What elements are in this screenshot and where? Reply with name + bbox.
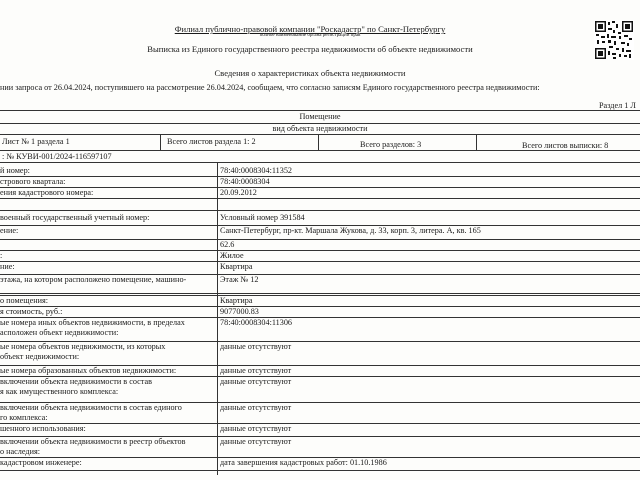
row-value: 20.09.2012 — [220, 188, 257, 197]
row-label: ые номера образованных объектов недвижимости: — [0, 366, 177, 375]
request-reference: : № КУВИ-001/2024-116597107 — [2, 152, 112, 161]
row-label: шенного использования: — [0, 424, 86, 433]
row-divider — [0, 423, 640, 424]
row-value: данные отсутствуют — [220, 424, 292, 433]
row-divider — [0, 250, 640, 251]
row-value: данные отсутствуют — [220, 437, 292, 446]
row-divider — [0, 187, 640, 188]
row-value: 78:40:0008304:11306 — [220, 318, 293, 327]
row-label: ние: — [0, 262, 15, 271]
group-divider — [0, 210, 640, 211]
row-label: включении объекта недвижимости в реестр объектов — [0, 437, 186, 446]
row-label: о помещения: — [0, 296, 49, 305]
row-divider — [0, 239, 640, 240]
sections-total: Всего разделов: 3 — [360, 140, 422, 149]
sheets-total: Всего листов выписки: 8 — [522, 141, 609, 150]
section-title: Сведения о характеристиках объекта недвижимости — [214, 68, 406, 78]
row-label: военный государственный учетный номер: — [0, 213, 150, 222]
registry-office: Филиал публично-правовой компании "Роскадастр" по Санкт-Петербургу — [174, 24, 446, 34]
row-value: Этаж № 12 — [220, 275, 259, 284]
row-divider — [0, 176, 640, 177]
row-label: й номер: — [0, 166, 30, 175]
sheet-number: Лист № 1 раздела 1 — [2, 137, 70, 146]
row-label-cont: о наследия: — [0, 447, 40, 456]
object-type: Помещение — [299, 112, 341, 121]
row-value: дата завершения кадастровых работ: 01.10.1986 — [220, 458, 387, 467]
row-value: данные отсутствуют — [220, 403, 292, 412]
row-value: Квартира — [220, 262, 253, 271]
row-label: я стоимость, руб.: — [0, 307, 63, 316]
row-value: Санкт-Петербург, пр-кт. Маршала Жукова, д. 33, корп. 3, литера. А, кв. 165 — [220, 226, 481, 235]
row-divider — [0, 295, 640, 296]
row-value: данные отсутствуют — [220, 377, 292, 386]
row-divider — [0, 470, 640, 471]
row-value: данные отсутствуют — [220, 366, 292, 375]
extract-title: Выписка из Единого государственного реестра недвижимости об объекте недвижимости — [147, 44, 473, 54]
row-label: ые номера иных объектов недвижимости, в пределах — [0, 318, 185, 327]
sheets-in-section: Всего листов раздела 1: 2 — [167, 137, 256, 146]
row-value: 9077000.83 — [220, 307, 259, 316]
row-value: данные отсутствуют — [220, 342, 292, 351]
row-value: 78:40:0008304 — [220, 177, 270, 186]
row-label: этажа, на котором расположено помещение, машино- — [0, 275, 187, 284]
row-label-cont: асположен объект недвижимости: — [0, 328, 119, 337]
row-value: Условный номер 391584 — [220, 213, 305, 222]
row-label: ые номера объектов недвижимости, из которых — [0, 342, 166, 351]
row-label: ение: — [0, 226, 19, 235]
registry-office-caption: полное наименование органа регистрации прав — [259, 33, 361, 38]
group-divider — [0, 293, 640, 294]
row-label-cont: я как имущественного комплекса: — [0, 387, 119, 396]
row-value: 78:40:0008304:11352 — [220, 166, 293, 175]
object-type-caption: вид объекта недвижимости — [272, 124, 368, 133]
row-label: кадастровом инженере: — [0, 458, 82, 467]
row-divider — [0, 261, 640, 262]
row-value: Жилое — [220, 251, 244, 260]
row-value: Квартира — [220, 296, 253, 305]
qr-code-icon — [594, 20, 634, 60]
row-label: : — [0, 251, 3, 260]
row-label: ения кадастрового номера: — [0, 188, 94, 197]
row-label-cont: объект недвижимости: — [0, 352, 80, 361]
row-divider — [0, 198, 640, 199]
row-value: 62.6 — [220, 240, 235, 249]
row-label: стрового квартала: — [0, 177, 66, 186]
row-label: включении объекта недвижимости в состав — [0, 377, 152, 386]
row-label: включении объекта недвижимости в состав единого — [0, 403, 182, 412]
row-label-cont: го комплекса: — [0, 413, 48, 422]
section-number: Раздел 1 Л — [599, 101, 636, 110]
row-divider — [0, 306, 640, 307]
request-line: нии запроса от 26.04.2024, поступившего на рассмотрение 26.04.2024, сообщаем, что согласно записям Единого государственного реестра недвижимости: — [0, 83, 540, 92]
